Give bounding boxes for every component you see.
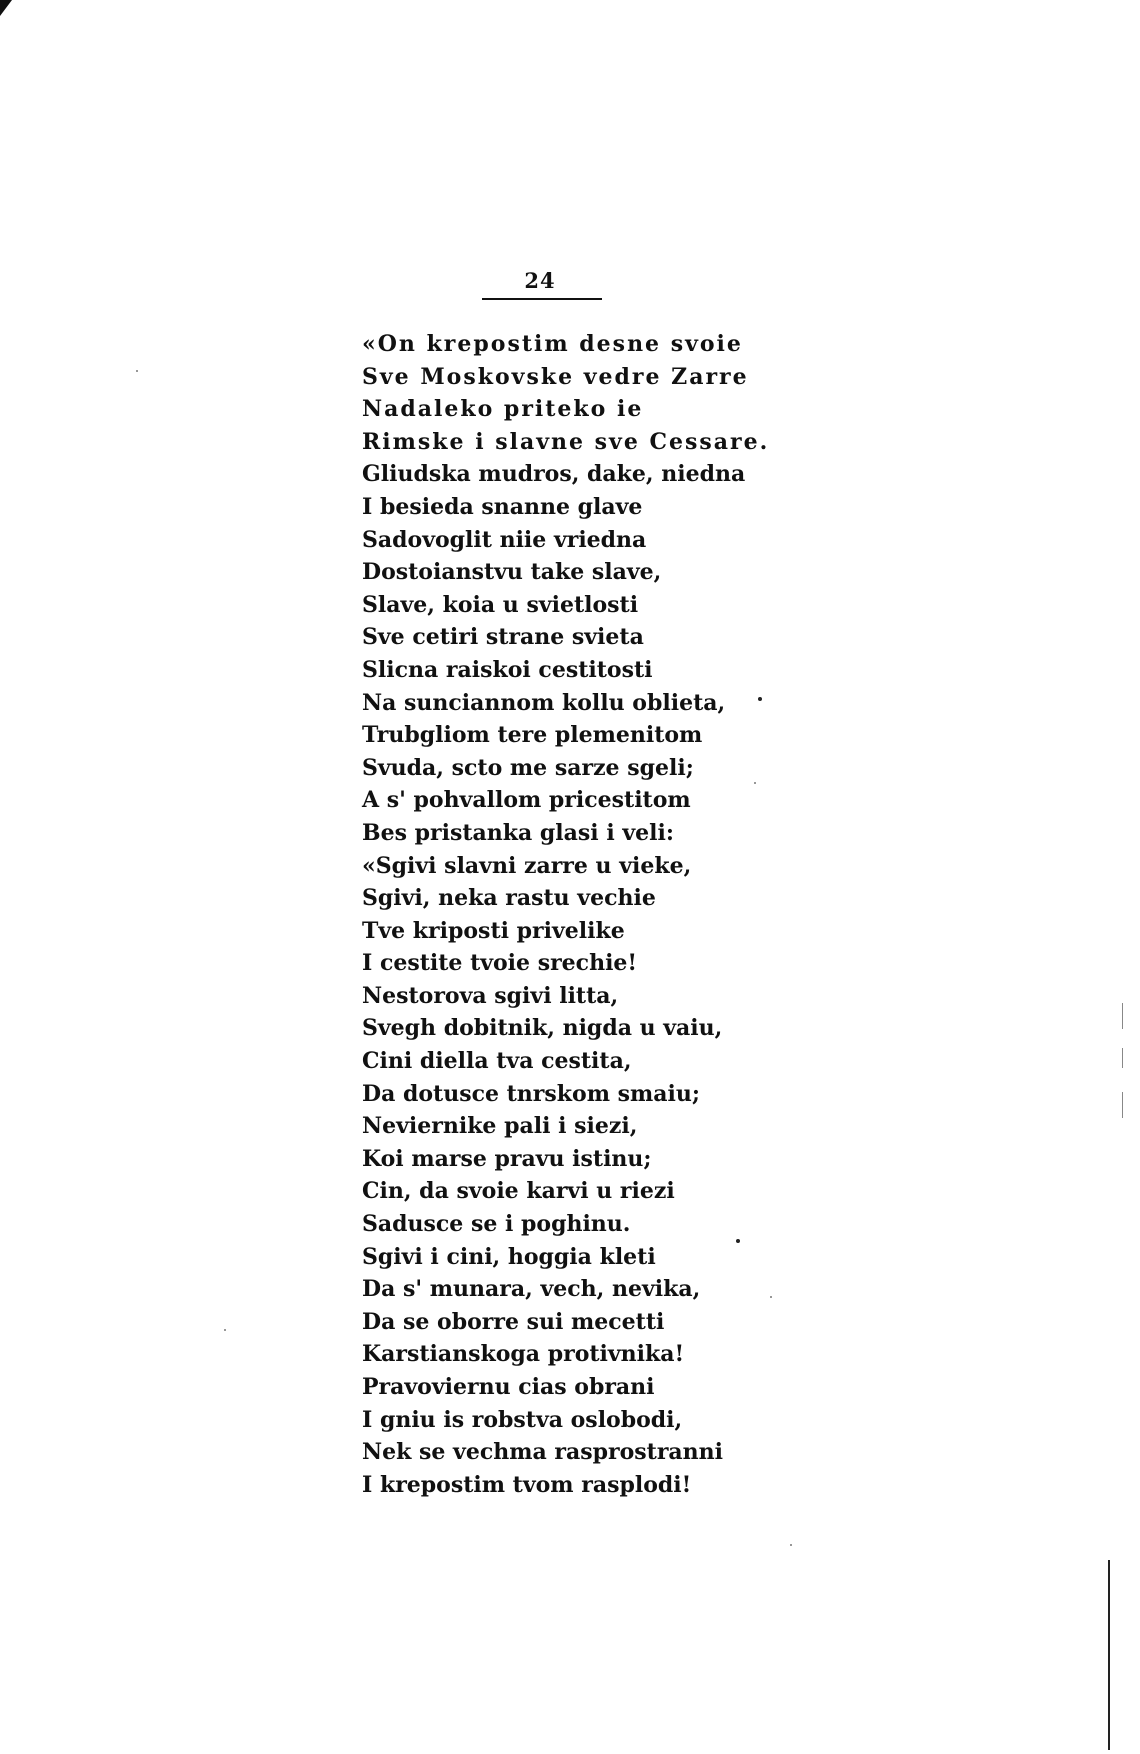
- page-number: 24: [524, 268, 556, 293]
- poem-text: [362, 328, 769, 1501]
- poem-line: A s' pohvallom pricestitom: [362, 787, 691, 814]
- poem-line: Sadovoglit niie vriedna: [362, 526, 647, 553]
- poem-line: Tve kriposti privelike: [362, 917, 625, 944]
- scan-speck: [790, 1544, 792, 1546]
- poem-line: Nadaleko priteko ie: [362, 396, 644, 423]
- poem-line: Rimske i slavne sve Cessare.: [362, 428, 770, 455]
- poem-line: I besieda snanne glave: [362, 493, 643, 520]
- scan-edge-line: [1108, 1560, 1110, 1750]
- poem-line: Cini diella tva cestita,: [362, 1048, 632, 1075]
- poem-line: Sgivi, neka rastu vechie: [362, 885, 656, 912]
- poem-line: Sve Moskovske vedre Zarre: [362, 363, 749, 390]
- poem-line: Karstianskoga protivnika!: [362, 1341, 685, 1368]
- poem-line: Na sunciannom kollu oblieta,: [362, 689, 726, 716]
- scan-speck: [758, 697, 762, 701]
- poem-line: Bes pristanka glasi i veli:: [362, 819, 674, 846]
- scan-edge-mark: [1122, 1048, 1123, 1068]
- poem-line: Gliudska mudros, dake, niedna: [362, 461, 746, 488]
- corner-scan-mark: [0, 0, 12, 16]
- scan-speck: [754, 782, 756, 784]
- poem-line: Da se oborre sui mecetti: [362, 1308, 665, 1335]
- poem-line: I cestite tvoie srechie!: [362, 950, 638, 977]
- poem-line: «Sgivi slavni zarre u vieke,: [362, 852, 692, 879]
- poem-line: Koi marse pravu istinu;: [362, 1145, 652, 1172]
- header-rule: [482, 298, 602, 300]
- scan-speck: [224, 1329, 226, 1331]
- poem-line: Neviernike pali i siezi,: [362, 1113, 638, 1140]
- scan-edge-mark: [1122, 1092, 1123, 1118]
- poem-line: Trubgliom tere plemenitom: [362, 722, 703, 749]
- poem-line: Pravoviernu cias obrani: [362, 1374, 655, 1400]
- poem-line: Da dotusce tnrskom smaiu;: [362, 1080, 701, 1107]
- poem-line: «On krepostim desne svoie: [362, 331, 743, 357]
- scan-speck: [736, 1239, 740, 1243]
- poem-line: Nek se vechma rasprostranni: [362, 1439, 724, 1466]
- poem-line: Da s' munara, vech, nevika,: [362, 1276, 701, 1303]
- poem-line: Sve cetiri strane svieta: [362, 624, 644, 651]
- poem-line: Sadusce se i poghinu.: [362, 1211, 631, 1238]
- scan-speck: [136, 370, 138, 372]
- poem-line: Nestorova sgivi litta,: [362, 982, 619, 1009]
- poem-line: Slicna raiskoi cestitosti: [362, 656, 653, 683]
- scan-edge-mark: [1122, 1003, 1123, 1029]
- poem-line: Sgivi i cini, hoggia kleti: [362, 1243, 656, 1270]
- poem-line: I gniu is robstva oslobodi,: [362, 1406, 683, 1433]
- poem-line: I krepostim tvom rasplodi!: [362, 1471, 692, 1498]
- poem-line: Svegh dobitnik, nigda u vaiu,: [362, 1015, 723, 1042]
- poem-line: Slave, koia u svietlosti: [362, 591, 639, 618]
- poem-line: Dostoianstvu take slave,: [362, 559, 662, 586]
- poem-line: Cin, da svoie karvi u riezi: [362, 1178, 675, 1205]
- poem-line: Svuda, scto me sarze sgeli;: [362, 754, 694, 781]
- scan-speck: [770, 1296, 772, 1298]
